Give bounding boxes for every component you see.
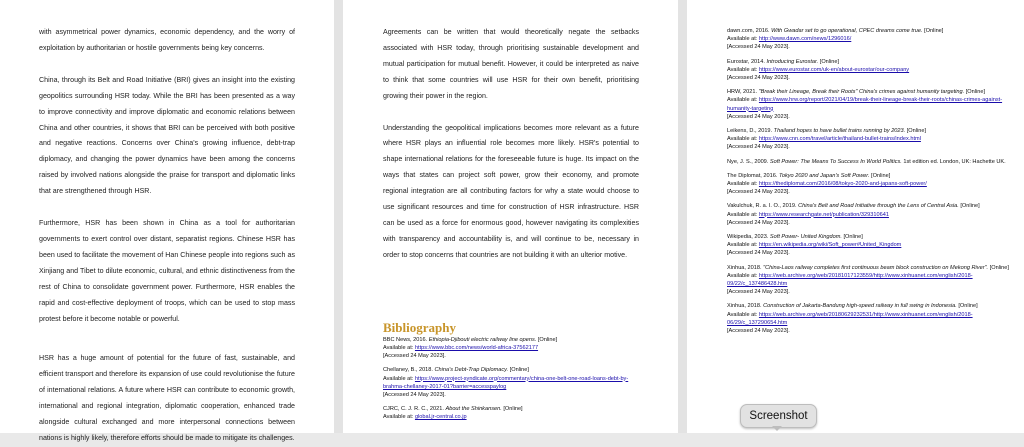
reference-medium: [Online] xyxy=(501,406,523,413)
reference-availability xyxy=(383,344,639,352)
reference-link[interactable]: https://www.cnn.com/travel/article/thailand-bullet-trains/index.html xyxy=(758,136,921,143)
reference-accessed-date: [Accessed 24 May 2023]. xyxy=(727,250,790,257)
reference-title: With Gwadar set to go operational, CPEC dreams come true. xyxy=(771,28,923,34)
reference-citation xyxy=(727,264,1014,272)
reference-availability xyxy=(727,66,1014,74)
reference-availability xyxy=(383,375,639,391)
reference-availability xyxy=(727,35,1014,43)
reference-accessed-date: [Accessed 24 May 2023]. xyxy=(727,328,790,335)
reference-entry xyxy=(727,233,1014,258)
reference-availability xyxy=(727,272,1014,288)
reference-link[interactable]: https://www.eurostar.com/uk-en/about-eurostar/our-company xyxy=(758,66,910,73)
document-page-2[interactable] xyxy=(343,0,678,433)
reference-availability xyxy=(727,241,1014,249)
reference-medium: [Online] xyxy=(508,367,529,374)
reference-author: Nye, J. S., 2009. xyxy=(727,158,770,165)
reference-title: "Break their Lineage, Break their Roots" China's crimes against humanity targeting. xyxy=(758,89,965,96)
reference-medium: [Online] xyxy=(964,89,986,96)
reference-title: "China-Laos railway completes first continuous beam block construction on Mekong River". xyxy=(763,264,989,271)
reference-availability xyxy=(727,211,1014,219)
reference-medium: [Online] xyxy=(536,336,558,343)
reference-citation xyxy=(727,172,1014,180)
reference-entry xyxy=(383,366,639,399)
available-at-label: Available at: xyxy=(727,36,759,43)
reference-link[interactable]: https://web.archive.org/web/20180629232531/http://www.xinhuanet.com/english/2018-06/29/c_137290654.htm xyxy=(727,311,973,326)
reference-medium: [Online] xyxy=(905,128,927,135)
reference-medium: [Online] xyxy=(956,303,978,310)
reference-author: Wikipedia, 2023. xyxy=(727,234,770,241)
bibliography-heading: Bibliography xyxy=(383,319,456,335)
reference-author: CJRC, C. J. R. C., 2021. xyxy=(383,406,446,413)
reference-citation xyxy=(727,58,1014,66)
reference-availability xyxy=(727,96,1014,112)
page-gap xyxy=(334,0,343,433)
available-at-label: Available at: xyxy=(727,211,759,218)
reference-accessed-date: [Accessed 24 May 2023]. xyxy=(727,44,790,51)
reference-author: BBC News, 2016. xyxy=(383,336,429,343)
available-at-label: Available at: xyxy=(727,136,759,143)
screenshot-button[interactable]: Screenshot xyxy=(740,404,817,428)
paragraph: with asymmetrical power dynamics, economic dependency, and the worry of exploitation by authoritarian or hostile governments being key concerns. xyxy=(39,28,295,52)
reference-title: Soft Power: The Means To Success In World Politics. xyxy=(769,158,902,165)
reference-availability xyxy=(727,135,1014,143)
reference-entry xyxy=(727,58,1014,83)
reference-title: Introducing Eurostar. xyxy=(766,58,819,65)
reference-author: Chellaney, B., 2018. xyxy=(383,367,435,374)
available-at-label: Available at: xyxy=(727,311,759,318)
reference-link[interactable]: https://www.project-syndicate.org/commentary/china-one-belt-one-road-loans-debt-by-brahma-chellaney-2017-01?barrier=accesspaylog xyxy=(383,375,629,390)
reference-availability xyxy=(727,180,1014,188)
reference-citation xyxy=(727,233,1014,241)
reference-medium: [Online] xyxy=(988,264,1009,271)
reference-citation xyxy=(727,158,1014,166)
reference-entry xyxy=(727,264,1014,297)
reference-availability xyxy=(727,311,1014,327)
reference-accessed-date: [Accessed 24 May 2023]. xyxy=(383,391,446,398)
reference-accessed-date: [Accessed 24 May 2023]. xyxy=(727,144,790,151)
reference-accessed-date: [Accessed 24 May 2023]. xyxy=(727,219,790,226)
reference-title: Soft Power- United Kingdom. xyxy=(769,234,842,241)
reference-citation xyxy=(383,405,639,413)
reference-list xyxy=(383,336,639,422)
reference-link[interactable]: https://thediplomat.com/2016/08/tokyo-2020-and-japans-soft-power/ xyxy=(758,181,927,188)
paragraph: Furthermore, HSR has been shown in China as a tool for authoritarian governments to exert control over distant, separatist regions. Chinese HSR has been used to facilitate the movement of Han Chinese people into regions such as Xinjiang and Tibet to dilute economic, cultural, and ethnic distinctiveness from the rest of China to consolidate government power. Furthermore, HSR enables the rapid and cost-effective deployment of troops, which can be used to stop mass protest before it become notable or powerful. xyxy=(39,219,295,323)
reference-link[interactable]: https://en.wikipedia.org/wiki/Soft_power#United_Kingdom xyxy=(758,242,902,249)
reference-entry xyxy=(727,88,1014,121)
reference-citation xyxy=(727,302,1014,310)
reference-entry xyxy=(383,405,639,421)
reference-entry xyxy=(727,172,1014,197)
reference-author: The Diplomat, 2016. xyxy=(727,172,779,179)
reference-entry xyxy=(727,158,1014,166)
reference-accessed-date: [Accessed 24 May 2023]. xyxy=(727,189,790,196)
reference-entry xyxy=(727,127,1014,152)
reference-medium: [Online] xyxy=(818,58,840,65)
available-at-label: Available at: xyxy=(383,414,415,421)
reference-author: dawn.com, 2016. xyxy=(727,28,772,34)
available-at-label: Available at: xyxy=(727,242,759,249)
available-at-label: Available at: xyxy=(727,181,759,188)
reference-author: Eurostar, 2014. xyxy=(727,58,767,65)
reference-title: Thailand hopes to have bullet trains running by 2023. xyxy=(773,128,906,135)
reference-citation xyxy=(727,27,1014,35)
reference-accessed-date: [Accessed 24 May 2023]. xyxy=(727,75,790,82)
reference-availability xyxy=(383,413,639,421)
reference-author: Leikens, D., 2019. xyxy=(727,128,774,135)
reference-title: Ethiopia-Djibouti electric railway line opens. xyxy=(428,336,537,343)
reference-citation xyxy=(727,202,1014,210)
reference-author: HRW, 2021. xyxy=(727,89,759,96)
reference-accessed-date: [Accessed 24 May 2023]. xyxy=(727,113,790,120)
paragraph: HSR has a huge amount of potential for the future of fast, sustainable, and efficient transport and therefore its expansion of use could revolutionise the future of international relations. A future where HSR can contribute to economic growth, international and regional integration, diplomatic cooperation, enhanced trade alongside cultural exchanged and more interpersonal connections between nations is highly likely, therefore efforts should be made to mitigate its challenges. xyxy=(39,354,295,442)
reference-link[interactable]: https://www.bbc.com/news/world-africa-37562177 xyxy=(414,344,539,351)
reference-entry xyxy=(727,27,1014,52)
available-at-label: Available at: xyxy=(383,344,415,351)
reference-link[interactable]: https://web.archive.org/web/20181017123559/http://www.xinhuanet.com/english/2018-09/22/c_137486428.htm xyxy=(727,272,973,288)
page-gap xyxy=(678,0,687,433)
reference-medium: [Online] xyxy=(922,28,944,34)
reference-medium: [Online] xyxy=(841,234,863,241)
reference-title: Construction of Jakarta-Bandung high-speed railway in full swing in Indonesia. xyxy=(763,303,957,310)
screenshot-tooltip-tail xyxy=(772,426,782,431)
available-at-label: Available at: xyxy=(727,97,759,104)
available-at-label: Available at: xyxy=(383,375,415,382)
reference-title: Tokyo 2020 and Japan's Soft Power. xyxy=(778,172,870,179)
reference-entry xyxy=(727,302,1014,335)
reference-author: Xinhua, 2018. xyxy=(727,303,764,310)
available-at-label: Available at: xyxy=(727,66,759,73)
reference-title: China's Debt-Trap Diplomacy. xyxy=(434,367,509,374)
reference-citation xyxy=(383,336,639,344)
reference-entry xyxy=(383,336,639,361)
reference-citation xyxy=(727,127,1014,135)
reference-medium: [Online] xyxy=(958,203,980,210)
reference-author: Vakulchuk, R. a. I. O., 2019. xyxy=(727,203,799,210)
reference-title: China's Belt and Road Initiative through the Lens of Central Asia. xyxy=(798,203,959,210)
paragraph: China, through its Belt and Road Initiative (BRI) gives an insight into the existing geopolitics surrounding HSR today. While the BRI has been presented as a way to improve connectivity and improve diplomatic and economic relations between China and other countries, it shows that BRI can be perceived with both positive and negative reactions. Concerns over China's growing influence, debt-trap diplomacy, and changing the power dynamics have been among the concerns raised by involved nations alongside the praise for transport and diplomatic links that are strengthened through HSR. xyxy=(39,75,295,196)
reference-link[interactable]: http://www.dawn.com/news/1296016/ xyxy=(758,36,852,43)
available-at-label: Available at: xyxy=(727,272,759,279)
reference-entry xyxy=(727,202,1014,227)
reference-medium: [Online] xyxy=(869,172,891,179)
document-page-3[interactable] xyxy=(687,0,1024,433)
reference-accessed-date: [Accessed 24 May 2023]. xyxy=(727,289,790,296)
paragraph: Understanding the geopolitical implications becomes more relevant as a future where HSR plays an influential role becomes more likely. HSR's potential to shape international relations for the foreseeable future is huge. Its impact on the ways that states can project soft power, grow their economy, and promote regional integration are all contributing factors for why a state would choose to use significant resources and time for construction of HSR infrastructure. HSR can be used as a force for enormous good, however navigating its complexities with transparency and accountability is, and will continue to be, necessary in order to stop concerns that countries are not building it with an ulterior motive. xyxy=(383,123,639,259)
paragraph: Agreements can be written that would theoretically negate the setbacks associated with HSR today, through prioritising sustainable development and mutual participation for mutual benefit. However, it could be interpreted as naive to think that some countries will use HSR for their own benefit, prioritising growing their power in the region. xyxy=(383,28,639,100)
reference-link[interactable]: https://www.hrw.org/report/2021/04/19/break-their-lineage-break-their-roots/chinas-crimes-against-humanity-targeting xyxy=(727,97,1003,112)
reference-list xyxy=(727,27,1014,335)
reference-author: Xinhua, 2018. xyxy=(727,264,764,271)
reference-citation xyxy=(727,88,1014,96)
reference-link[interactable]: global.jr-central.co.jp xyxy=(414,414,467,421)
reference-citation xyxy=(383,366,639,374)
reference-accessed-date: [Accessed 24 May 2023]. xyxy=(383,353,446,360)
reference-medium: 1st edition ed. London, UK: Hachette UK. xyxy=(901,158,1006,165)
reference-link[interactable]: https://www.researchgate.net/publication/329310641 xyxy=(758,211,889,218)
document-page-1[interactable] xyxy=(0,0,334,442)
reference-title: About the Shinkansen. xyxy=(445,406,502,413)
